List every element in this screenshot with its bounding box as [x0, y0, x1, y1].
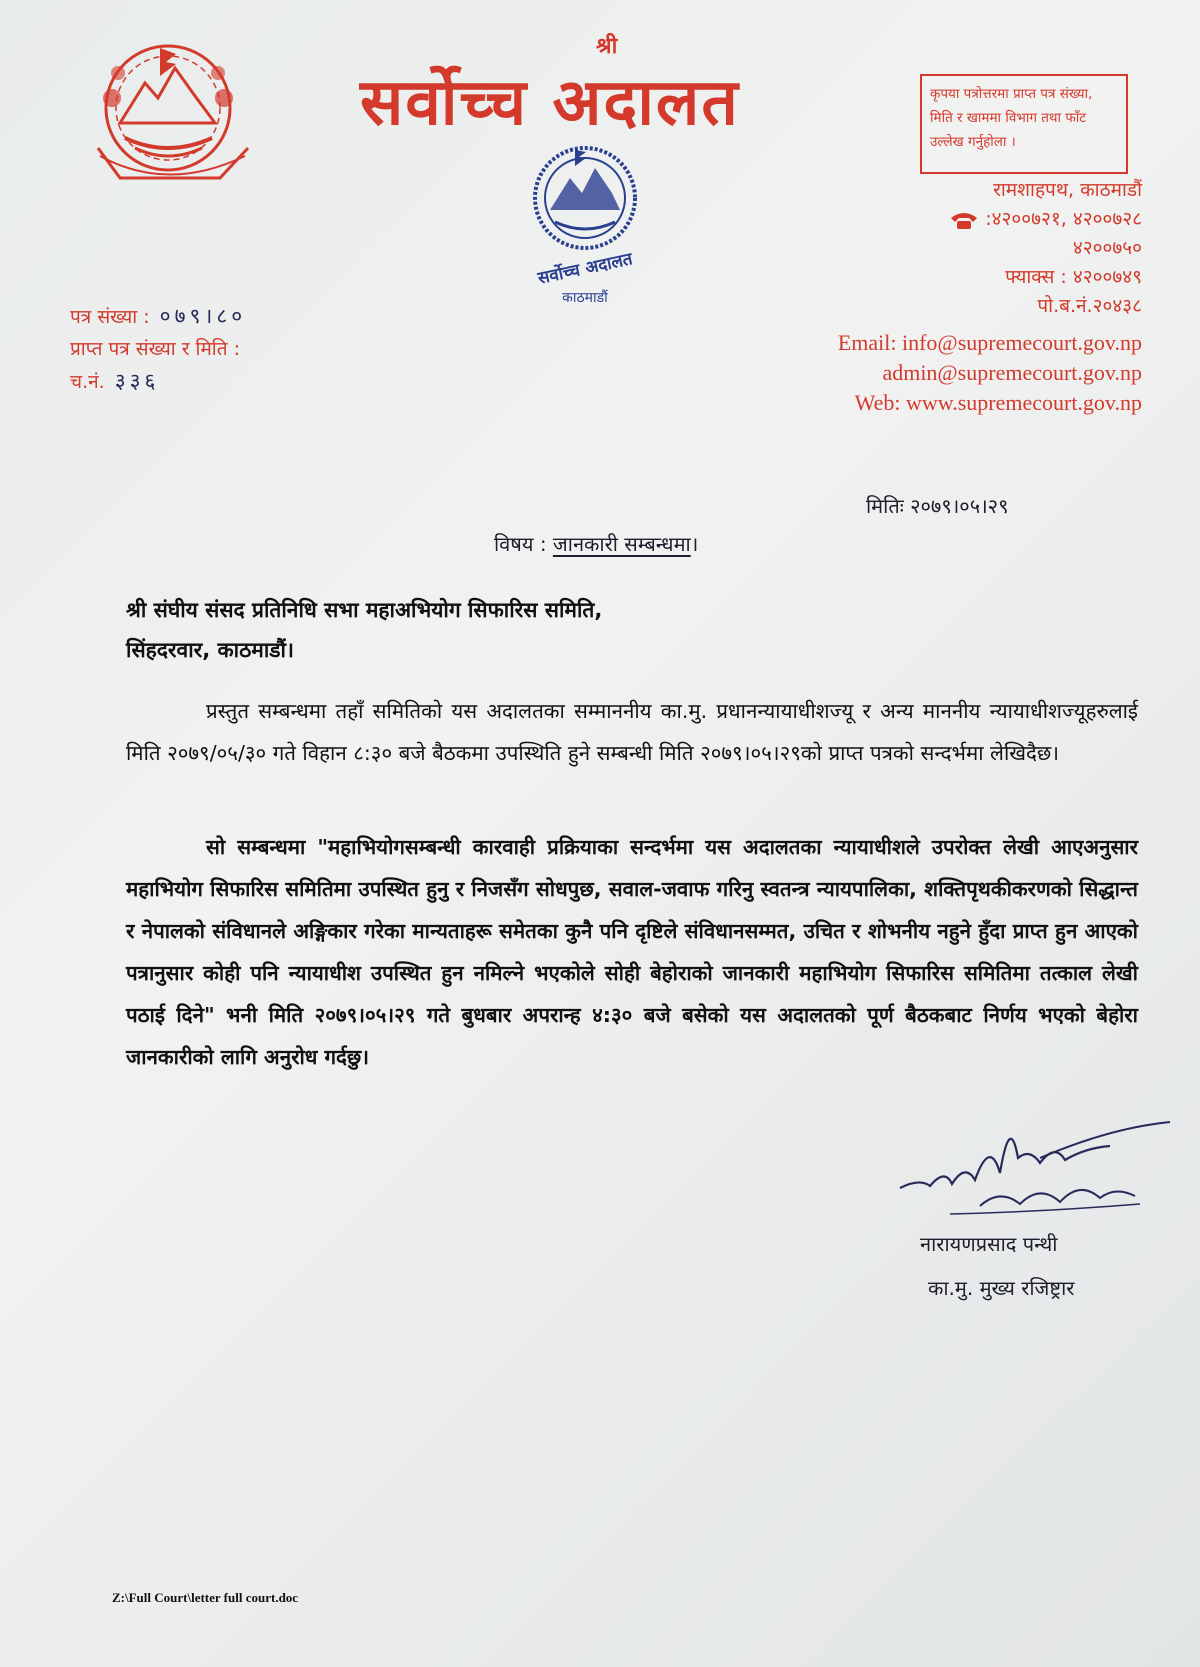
letter-no-label: पत्र संख्या : — [70, 306, 150, 328]
body-paragraph-1: प्रस्तुत सम्बन्धमा तहाँ समितिको यस अदालतका सम्माननीय का.मु. प्रधानन्यायाधीशज्यू र अन्य माननीय न्यायाधीशज्यूहरुलाई मिति २०७९/०५/३० गते विहान ८:३० बजे बैठकमा उपस्थिति हुने सम्बन्धी मिति २०७९।०५।२९को प्राप्त पत्रको सन्दर्भमा लेखिदैछ। — [126, 699, 1138, 765]
subject-end: । — [690, 532, 699, 556]
email-1: Email: info@supremecourt.gov.np — [837, 330, 1142, 355]
letter-date: मितिः २०७९।०५।२९ — [866, 494, 1009, 518]
addressee-line-1: श्री संघीय संसद प्रतिनिधि सभा महाअभियोग सिफारिस समिति, — [126, 598, 603, 622]
letter-no-value: ०७९।८० — [159, 304, 247, 328]
phone-line — [949, 205, 1142, 234]
seal-text-bottom: काठमाडौं — [562, 290, 608, 306]
addressee-line-2: सिंहदरवार, काठमाडौं। — [126, 638, 294, 662]
signatory-name: नारायणप्रसाद पन्थी — [920, 1232, 1058, 1256]
fax: फ्याक्स : ४२००७४९ — [1005, 266, 1142, 288]
court-name-heading: सर्वोच्च अदालत — [360, 66, 740, 140]
honorific-shri: श्री — [596, 34, 618, 59]
telephone-icon — [949, 210, 979, 230]
signatory-title: का.मु. मुख्य रजिष्ट्रार — [928, 1276, 1075, 1300]
address: रामशाहपथ, काठमाडौं — [993, 179, 1142, 201]
reference-block — [70, 300, 246, 398]
seal-text-top: सर्वोच्च अदालत — [536, 249, 635, 289]
supreme-court-seal-logo — [520, 138, 650, 318]
subject-label: विषय : — [494, 532, 547, 556]
addressee-block — [126, 590, 602, 670]
phone-numbers: :४२००७२१, ४२००७२८ — [985, 208, 1142, 230]
handwritten-signature — [890, 1118, 1180, 1228]
website: Web: www.supremecourt.gov.np — [854, 390, 1142, 415]
body-paragraph-2: सो सम्बन्धमा "महाभियोगसम्बन्धी कारवाही प्रक्रियाका सन्दर्भमा यस अदालतका न्यायाधीशले उपरोक्त लेखी आएअनुसार महाभियोग सिफारिस समितिमा उपस्थित हुनु र निजसँग सोधपुछ, सवाल-जवाफ गरिनु स्वतन्त्र न्यायपालिका, शक्तिपृथकीकरणको सिद्धान्त र नेपालको संविधानले अङ्गिकार गरेका मान्यताहरू समेतका कुनै पनि दृष्टिले संविधानसम्मत, उचित र शोभनीय नहुने हुँदा प्राप्त हुन आएको पत्रानुसार कोही पनि न्यायाधीश उपस्थित हुन नमिल्ने भएकोले सोही बेहोराको जानकारी महाभियोग सिफारिस समितिमा तत्काल लेखी पठाई दिने" भनी मिति २०७९।०५।२९ गते बुधबार अपरान्ह ४:३० बजे बसेको यस अदालतको पूर्ण बैठकबाट निर्णय भएको बेहोरा जानकारीको लागि अनुरोध गर्दछु। — [126, 835, 1138, 1069]
national-emblem-logo — [80, 28, 270, 198]
notice-line: कृपया पत्रोत्तरमा प्राप्त पत्र संख्या, — [930, 86, 1093, 102]
online-contact-block — [838, 328, 1142, 418]
email-2: admin@supremecourt.gov.np — [882, 360, 1142, 385]
file-path-footer: Z:\Full Court\letter full court.doc — [112, 1590, 299, 1605]
subject-text: जानकारी सम्बन्धमा — [552, 532, 691, 556]
received-label: प्राप्त पत्र संख्या र मिति : — [70, 338, 240, 360]
dispatch-value: ३३६ — [114, 369, 160, 393]
signatory-block — [920, 1222, 1074, 1310]
notice-line: उल्लेख गर्नुहोला । — [930, 134, 1016, 150]
phone-numbers-2: ४२००७५० — [1072, 237, 1142, 259]
notice-line: मिति र खाममा विभाग तथा फाँट — [930, 110, 1087, 126]
dispatch-label: च.नं. — [70, 371, 105, 393]
po-box: पो.ब.नं.२०४३८ — [1037, 295, 1142, 317]
contact-block — [949, 176, 1142, 321]
subject-line — [494, 530, 698, 557]
reply-instruction-box — [920, 74, 1128, 174]
